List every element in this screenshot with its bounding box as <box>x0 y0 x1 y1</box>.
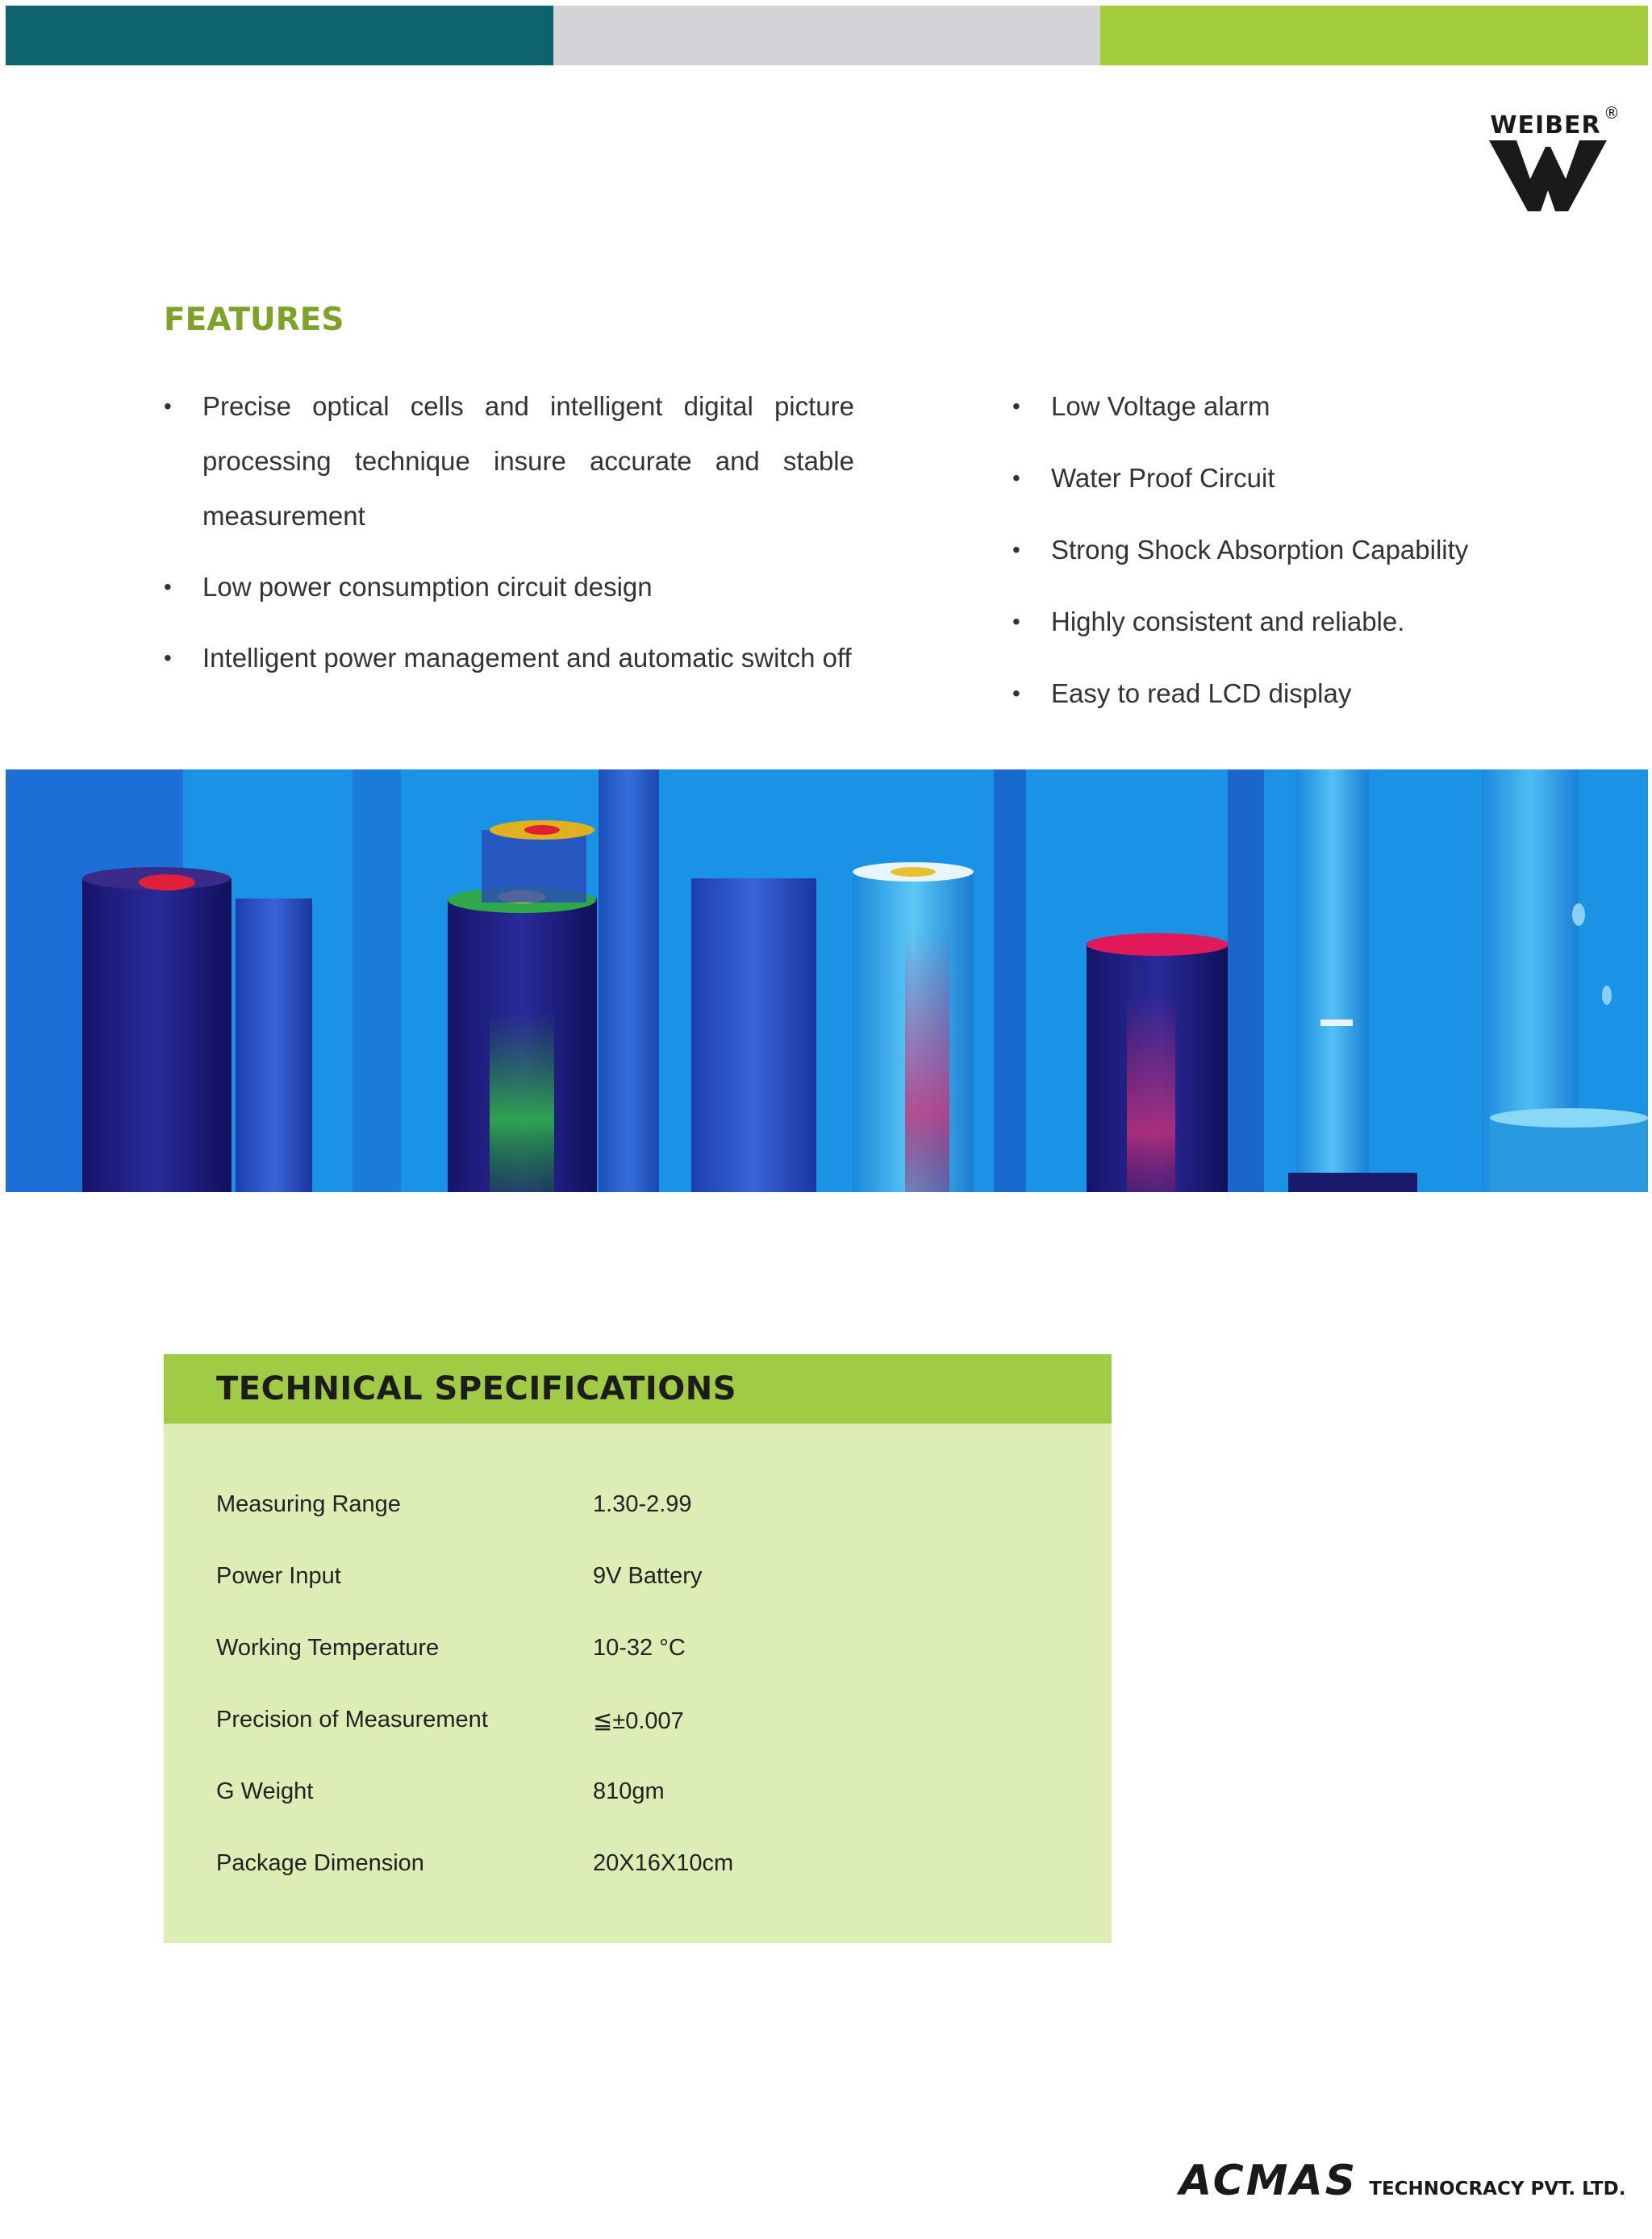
features-title: FEATURES <box>164 302 344 338</box>
spec-header <box>164 1354 1112 1424</box>
bullet: • <box>164 394 172 419</box>
feature-item <box>1012 666 1577 721</box>
company-suffix: TECHNOCRACY PVT. LTD. <box>1369 2179 1626 2199</box>
bullet: • <box>1012 681 1020 706</box>
color-bar-grey <box>553 6 1101 65</box>
spec-label: Power Input <box>216 1563 341 1589</box>
top-color-bar <box>6 6 1648 65</box>
spec-row <box>216 1707 1071 1778</box>
feature-item <box>164 631 854 686</box>
technical-specifications-panel <box>164 1354 1112 1943</box>
spec-value: 1.30-2.99 <box>593 1491 692 1517</box>
feature-item <box>1012 594 1577 649</box>
spec-row <box>216 1563 1071 1635</box>
bullet: • <box>1012 394 1020 419</box>
spec-label: Precision of Measurement <box>216 1707 488 1732</box>
feature-item <box>1012 523 1577 577</box>
test-tubes-illustration <box>6 769 1648 1192</box>
spec-label: Package Dimension <box>216 1850 424 1876</box>
feature-text: Water Proof Circuit <box>1051 463 1275 493</box>
features-list-left <box>164 379 854 702</box>
spec-title: TECHNICAL SPECIFICATIONS <box>216 1370 737 1407</box>
feature-text: Low Voltage alarm <box>1051 391 1270 421</box>
spec-row <box>216 1778 1071 1850</box>
logo-text: WEIBER <box>1490 111 1601 140</box>
spec-value: 20X16X10cm <box>593 1850 734 1876</box>
acmas-logo-text: ACMAS <box>1179 2157 1358 2205</box>
feature-text: Highly consistent and reliable. <box>1051 607 1405 636</box>
feature-text: Low power consumption circuit design <box>202 572 653 602</box>
spec-label: G Weight <box>216 1778 314 1804</box>
spec-label: Working Temperature <box>216 1635 440 1661</box>
spec-row <box>216 1635 1071 1707</box>
spec-row <box>216 1491 1071 1563</box>
laboratory-test-tubes-image <box>6 769 1648 1192</box>
spec-table <box>216 1491 1071 1922</box>
weiber-w-icon <box>1487 139 1608 213</box>
spec-value: 810gm <box>593 1778 665 1804</box>
bullet: • <box>164 645 172 670</box>
color-bar-teal <box>6 6 553 65</box>
bullet: • <box>1012 465 1020 490</box>
spec-row <box>216 1850 1071 1922</box>
features-list-right <box>1012 379 1577 738</box>
feature-item <box>1012 379 1577 434</box>
feature-text: Intelligent power management and automatic switch off <box>202 643 852 673</box>
acmas-footer-logo <box>1179 2157 1626 2205</box>
weiber-logo <box>1481 103 1620 229</box>
spec-value: 9V Battery <box>593 1563 703 1589</box>
feature-text: Precise optical cells and intelligent digital picture processing technique insure accurate and stable measurement <box>202 391 854 531</box>
spec-value: 10-32 °C <box>593 1635 686 1661</box>
bullet: • <box>164 574 172 599</box>
feature-item <box>164 379 854 544</box>
color-bar-lime <box>1100 6 1648 65</box>
feature-text: Strong Shock Absorption Capability <box>1051 535 1469 565</box>
feature-text: Easy to read LCD display <box>1051 678 1352 708</box>
feature-item <box>164 560 854 615</box>
spec-label: Measuring Range <box>216 1491 401 1517</box>
registered-mark: ® <box>1604 103 1620 123</box>
bullet: • <box>1012 537 1020 562</box>
feature-item <box>1012 451 1577 506</box>
bullet: • <box>1012 609 1020 634</box>
spec-value: ≦±0.007 <box>593 1708 684 1734</box>
